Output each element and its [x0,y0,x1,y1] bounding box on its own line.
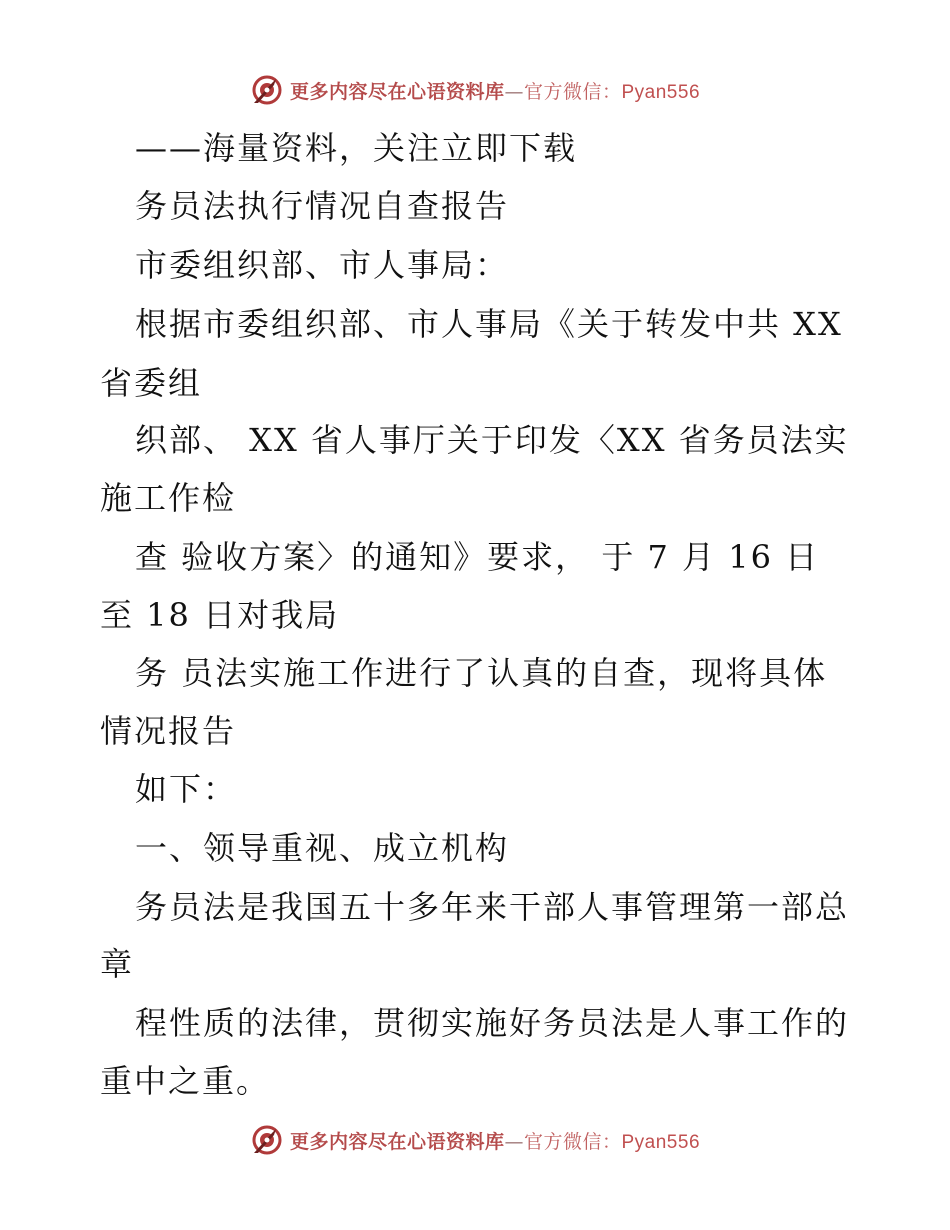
text-line: 省委组 [100,364,203,402]
watermark-text: 更多内容尽在心语资料库—官方微信：Pyan556 [289,1130,701,1153]
text-line: 施工作检 [100,479,237,517]
document-title: 务员法执行情况自查报告 [135,187,510,225]
section-heading: 一、领导重视、成立机构 [135,829,510,867]
text-line: 务 员法实施工作进行了认真的自查，现将具体 [135,654,828,692]
text-line: 程性质的法律，贯彻实施好务员法是人事工作的 [135,1004,850,1042]
text-line: 织部、 XX 省人事厅关于印发〈XX 省务员法实 [135,421,849,459]
text-line: ——海量资料，关注立即下载 [135,129,578,167]
text-line: 章 [100,945,135,983]
text-line: 重中之重。 [100,1062,271,1100]
watermark-text: 更多内容尽在心语资料库—官方微信：Pyan556 [289,80,701,103]
text-line: 情况报告 [100,712,237,750]
text-line: 查 验收方案〉的通知》要求， 于 7 月 16 日 [135,538,820,576]
quill-logo-icon [250,73,284,107]
text-line: 根据市委组织部、市人事局《关于转发中共 XX [135,305,843,343]
text-line: 如下： [135,770,238,808]
quill-logo-icon [250,1123,284,1157]
salutation: 市委组织部、市人事局： [135,246,510,284]
watermark-header [0,72,950,108]
text-line: 至 18 日对我局 [100,596,340,634]
text-line: 务员法是我国五十多年来干部人事管理第一部总 [135,888,850,926]
watermark-footer [0,1122,950,1158]
